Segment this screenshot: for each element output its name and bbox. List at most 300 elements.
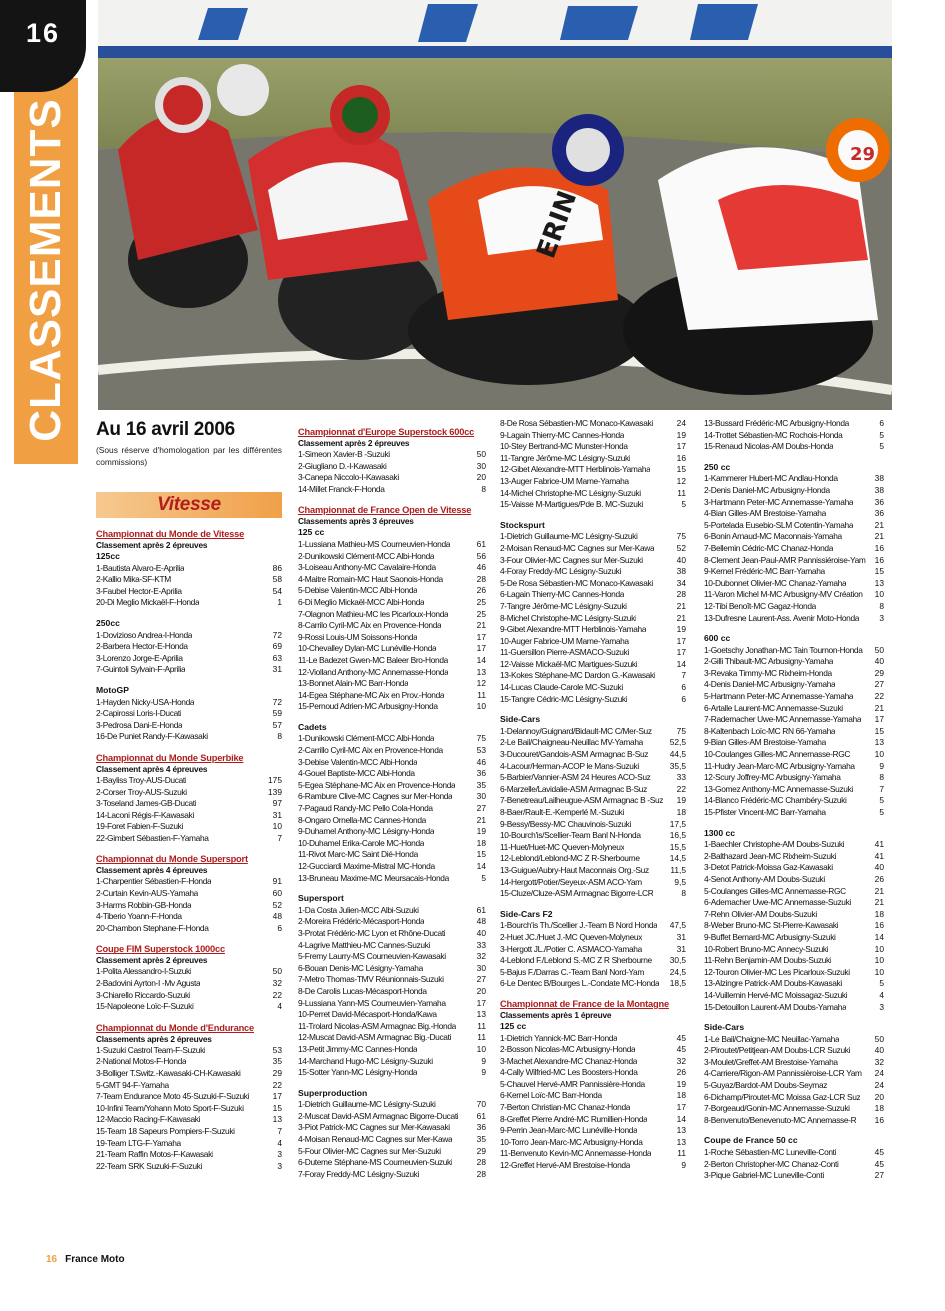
- rider-name: 3-Lorenzo Jorge-E-Aprilia: [96, 652, 183, 663]
- result-row: [704, 737, 884, 749]
- rider-name: 19-Foret Fabien-F-Suzuki: [96, 821, 184, 832]
- rider-name: 9-Lagain Thierry-MC Cannes-Honda: [500, 429, 625, 440]
- rider-name: 3-Ducouret/Gandois-ASM Armagnac B-Suz: [500, 749, 649, 760]
- rider-name: 4-Maitre Romain-MC Haut Saonois-Honda: [298, 573, 443, 584]
- championship-title: Coupe FIM Superstock 1000cc: [96, 944, 225, 955]
- result-row: [704, 932, 884, 944]
- points: 17: [676, 647, 686, 658]
- points: 10: [874, 955, 884, 966]
- result-row: [704, 920, 884, 932]
- points: 9,5: [674, 876, 686, 887]
- championship-title: Championnat du Monde d'Endurance: [96, 1022, 254, 1033]
- points: 11: [477, 1020, 486, 1031]
- points: 35: [476, 1134, 486, 1145]
- points: 17: [476, 631, 486, 642]
- points: 75: [476, 733, 486, 744]
- result-row: [500, 830, 686, 842]
- result-row: [298, 539, 486, 551]
- rider-name: 5-Fremy Laurry-MS Courneuvien-Kawasaki: [298, 951, 446, 962]
- rider-name: 13-Guigue/Aubry-Haut Maconnais Org.-Suz: [500, 864, 649, 875]
- rider-name: 10-Auger Fabrice-UM Marne-Yamaha: [500, 635, 629, 646]
- result-row: [96, 1068, 282, 1080]
- rider-name: 7-Pagaud Randy-MC Pello Cola-Honda: [298, 803, 433, 814]
- rider-name: 1-Simeon Xavier-B -Suzuki: [298, 449, 390, 459]
- result-row: [298, 1067, 486, 1079]
- points: 9: [481, 1067, 486, 1078]
- points: 19: [676, 1078, 686, 1089]
- rider-name: 3-Bolliger T.Switz.-Kawasaki-CH-Kawasaki: [96, 1068, 241, 1078]
- championship-title: Championnat du Monde Superbike: [96, 752, 244, 763]
- rider-name: 11-Benvenuto Kevin-MC Annemasse-Honda: [500, 1148, 652, 1159]
- points: 17: [676, 441, 686, 452]
- result-row: [96, 775, 282, 787]
- points: 27: [476, 803, 486, 814]
- rider-name: 3-Loiseau Anthony-MC Cavalaire-Honda: [298, 562, 436, 573]
- points: 19: [476, 826, 486, 837]
- class-title: 125cc: [96, 551, 120, 561]
- points: 20: [476, 985, 486, 996]
- result-row: [500, 772, 686, 784]
- points: 7: [681, 670, 686, 681]
- points: 29: [476, 1145, 486, 1156]
- rider-name: 1-Bautista Alvaro-E-Aprilia: [96, 562, 185, 573]
- classement-subtitle: Classements après 3 épreuves: [298, 516, 414, 527]
- result-row: [500, 1137, 686, 1149]
- points: 45: [874, 1158, 884, 1169]
- points: 36: [476, 768, 486, 779]
- result-row: [298, 861, 486, 873]
- rider-name: 15-Detouillon Laurent-AM Doubs-Yamaha: [704, 1001, 847, 1012]
- rider-name: 4-Moisan Renaud-MC Cagnes sur Mer-Kawa: [298, 1134, 453, 1145]
- rider-name: 15-Sotter Yann-MC Lésigny-Honda: [298, 1067, 418, 1078]
- points: 26: [476, 585, 486, 596]
- points: 38: [874, 473, 884, 484]
- result-row: [500, 761, 686, 773]
- points: 53: [476, 745, 486, 756]
- points: 28: [476, 1168, 486, 1179]
- result-row: [500, 865, 686, 877]
- points: 3: [879, 612, 884, 623]
- points: 40: [874, 1045, 884, 1056]
- points: 35: [272, 1056, 282, 1067]
- rider-name: 14-Millet Franck-F-Honda: [298, 483, 385, 494]
- points: 29: [874, 667, 884, 678]
- points: 15,5: [669, 841, 686, 852]
- points: 57: [272, 719, 282, 730]
- result-row: [96, 664, 282, 676]
- result-row: [500, 888, 686, 900]
- rider-name: 15-Pfister Vincent-MC Barr-Yamaha: [704, 807, 826, 817]
- race-photo: [98, 0, 892, 410]
- result-row: [298, 757, 486, 769]
- points: 61: [476, 1110, 486, 1121]
- rider-name: 11-Guersillon Pierre-ASMACO-Suzuki: [500, 647, 629, 658]
- points: 14: [476, 861, 486, 871]
- result-row: [298, 1134, 486, 1146]
- rider-name: 5-Barbier/Vannier-ASM 24 Heures ACO-Suz: [500, 772, 651, 783]
- rider-name: 13-Gomez Anthony-MC Annemasse-Suzuki: [704, 783, 853, 794]
- rider-name: 8-Michel Christophe-MC Lésigny-Suzuki: [500, 612, 637, 623]
- result-row: [704, 851, 884, 863]
- results-column-2: [298, 426, 486, 1180]
- points: 69: [272, 641, 282, 652]
- points: 27: [874, 679, 884, 690]
- rider-name: 1-Baechler Christophe-AM Doubs-Suzuki: [704, 839, 845, 850]
- points: 22: [676, 783, 686, 794]
- points: 48: [476, 916, 486, 927]
- rider-name: 16-De Puniet Randy-F-Kawasaki: [96, 731, 208, 742]
- points: 6: [681, 693, 686, 704]
- rider-name: 11-Rehn Benjamin-AM Doubs-Suzuki: [704, 955, 832, 966]
- rider-name: 5-Coulanges Gilles-MC Annemasse-RGC: [704, 885, 846, 896]
- result-row: [500, 589, 686, 601]
- rider-name: 6-Bouan Denis-MC Lésigny-Yamaha: [298, 962, 423, 973]
- result-row: [500, 476, 686, 488]
- result-row: [298, 585, 486, 597]
- rider-name: 1-Da Costa Julien-MCC Albi-Suzuki: [298, 904, 419, 915]
- result-row: [96, 810, 282, 822]
- rider-name: 9-Bessy/Bessy-MC Chauvinois-Suzuki: [500, 818, 631, 829]
- rider-name: 12-Maccio Racing-F-Kawasaki: [96, 1114, 201, 1125]
- result-row: [704, 784, 884, 796]
- result-row: [96, 821, 282, 833]
- rider-name: 4-Bian Gilles-AM Brestoise-Yamaha: [704, 508, 826, 519]
- points: 16: [676, 452, 686, 463]
- result-row: [500, 1044, 686, 1056]
- result-row: [96, 1126, 282, 1138]
- points: 11,5: [670, 864, 686, 875]
- points: 8: [681, 888, 686, 899]
- points: 75: [676, 725, 686, 736]
- class-title: 1300 cc: [704, 827, 736, 838]
- points: 28: [476, 1157, 486, 1168]
- points: 10: [476, 1043, 486, 1054]
- championship-title: Championnat de France Open de Vitesse: [298, 505, 472, 516]
- rider-name: 1-Dietrich Guillaume-MC Lésigny-Suzuki: [500, 531, 638, 542]
- points: 54: [272, 585, 282, 596]
- rider-name: 3-Revaka Timmy-MC Rixheim-Honda: [704, 667, 832, 678]
- points: 52,5: [669, 737, 686, 748]
- rider-name: 1-Dovizioso Andrea-I-Honda: [96, 629, 193, 640]
- classement-subtitle: Classement après 4 épreuves: [96, 865, 208, 876]
- result-row: [704, 1115, 884, 1127]
- result-row: [298, 667, 486, 679]
- class-title: 250cc: [96, 617, 120, 628]
- points: 17: [874, 714, 884, 725]
- rider-name: 1-Dietrich Guillaume-MC Lésigny-Suzuki: [298, 1099, 436, 1110]
- class-title: Stockspurt: [500, 519, 545, 530]
- result-row: [96, 888, 282, 900]
- result-row: [298, 655, 486, 667]
- rider-name: 13-Auger Fabrice-UM Marne-Yamaha: [500, 475, 629, 486]
- result-row: [298, 461, 486, 473]
- classement-subtitle: Classement après 4 épreuves: [96, 763, 208, 774]
- magazine-name: France Moto: [65, 1254, 125, 1265]
- points: 7: [277, 832, 282, 843]
- col4-results: [704, 462, 884, 1182]
- result-row: [298, 916, 486, 928]
- result-row: [500, 955, 686, 967]
- result-row: [96, 1103, 282, 1115]
- result-row: [500, 795, 686, 807]
- rider-name: 10-Chevalley Dylan-MC Lunéville-Honda: [298, 643, 437, 654]
- points: 24,5: [669, 966, 686, 977]
- result-row: [704, 909, 884, 921]
- result-row: [704, 772, 884, 784]
- result-row: [298, 1111, 486, 1123]
- rider-name: 14-Hergott/Potier/Seyeux-ASM ACO-Yam: [500, 876, 642, 887]
- points: 47,5: [669, 920, 686, 931]
- points: 35: [476, 779, 486, 790]
- rider-name: 9-Kernel Frédéric-MC Barr-Yamaha: [704, 566, 825, 577]
- points: 5: [879, 429, 884, 440]
- result-row: [298, 873, 486, 885]
- rider-name: 3-Pique Gabriel-MC Luneville-Conti: [704, 1170, 824, 1181]
- result-row: [704, 613, 884, 625]
- rider-name: 5-De Rosa Sébastien-MC Monaco-Kawasaki: [500, 577, 653, 588]
- rider-name: 8-Ongaro Ornella-MC Cannes-Honda: [298, 814, 426, 825]
- points: 30: [476, 460, 486, 471]
- result-row: [298, 701, 486, 713]
- result-row: [704, 645, 884, 657]
- result-row: [704, 1057, 884, 1069]
- bike-number: 29: [850, 144, 876, 165]
- results-column-3: [500, 418, 686, 1172]
- points: 4: [879, 989, 884, 1000]
- result-row: [500, 659, 686, 671]
- points: 41: [874, 850, 884, 861]
- rider-name: 4-Gouel Baptiste-MCC Albi-Honda: [298, 768, 415, 779]
- points: 46: [476, 756, 486, 767]
- championship-title: Championnat d'Europe Superstock 600cc: [298, 427, 475, 437]
- rider-name: 2-Gilli Thibault-MC Arbusigny-Yamaha: [704, 656, 834, 667]
- points: 41: [874, 839, 884, 850]
- rider-name: 3-Faubel Hector-E-Aprilia: [96, 585, 182, 596]
- result-row: [500, 1160, 686, 1172]
- result-row: [704, 531, 884, 543]
- points: 25: [476, 608, 486, 619]
- result-row: [704, 874, 884, 886]
- rider-name: 8-Clement Jean-Paul-AMR Pannissiéroise-Yam: [704, 554, 866, 565]
- classement-subtitle: Classements après 1 épreuve: [500, 1009, 612, 1020]
- rider-name: 12-Gucciardi Maxime-Mistral MC-Honda: [298, 861, 435, 871]
- result-row: [704, 967, 884, 979]
- rider-name: 6-Ademacher Uwe-MC Annemasse-Suzuki: [704, 897, 851, 908]
- rider-name: 13-Bonnet Alain-MC Barr-Honda: [298, 678, 409, 689]
- points: 18,5: [669, 978, 686, 989]
- section-sidebar: [0, 0, 86, 1311]
- rider-name: 9-Lussiana Yann-MS Courneuvien-Yamaha: [298, 997, 446, 1008]
- rider-name: 4-Leblond F./Leblond S.-MC Z R Sherbourne: [500, 955, 652, 966]
- rider-name: 3-Toseland James-GB-Ducati: [96, 798, 197, 809]
- result-row: [500, 967, 686, 979]
- result-row: [298, 1021, 486, 1033]
- rider-name: 8-Carrilo Cyril-MC Aix en Provence-Honda: [298, 620, 442, 631]
- points: 1: [277, 597, 282, 608]
- result-row: [298, 678, 486, 690]
- result-row: [96, 586, 282, 598]
- result-row: [96, 833, 282, 845]
- result-row: [500, 1090, 686, 1102]
- points: 11: [477, 1032, 486, 1043]
- result-row: [704, 1159, 884, 1171]
- result-row: [704, 862, 884, 874]
- rider-name: 22-Team SRK Suzuki-F-Suzuki: [96, 1160, 202, 1171]
- result-row: [96, 1149, 282, 1161]
- points: 30: [476, 791, 486, 802]
- result-row: [500, 749, 686, 761]
- result-row: [96, 720, 282, 732]
- result-row: [500, 853, 686, 865]
- rider-name: 3-Chiarello Riccardo-Suzuki: [96, 989, 191, 1000]
- rider-name: 2-Dunikowski Clément-MCC Albi-Honda: [298, 550, 435, 561]
- rider-name: 1-Goetschy Jonathan-MC Tain Tournon-Honda: [704, 644, 863, 655]
- rider-name: 1-Kammerer Hubert-MC Andlau-Honda: [704, 473, 838, 484]
- rider-name: 12-Muscat David-ASM Armagnac Big.-Ducati: [298, 1032, 452, 1043]
- championship-title: Championnat de France de la Montagne: [500, 998, 669, 1009]
- rider-name: 15-Vaisse M-Martigues/Pde B. MC-Suzuki: [500, 499, 643, 510]
- points: 17: [676, 1102, 686, 1113]
- rider-name: 9-Buffet Bernard-MC Arbusigny-Suzuki: [704, 931, 836, 942]
- rider-name: 4-Foray Freddy-MC Lésigny-Suzuki: [500, 566, 621, 577]
- rider-name: 8-Greffet Pierre André-MC Rumillien-Honda: [500, 1113, 648, 1124]
- points: 3: [277, 1160, 282, 1171]
- points: 21: [476, 620, 486, 631]
- result-row: [704, 1068, 884, 1080]
- points: 13: [476, 1009, 486, 1020]
- points: 7: [277, 1125, 282, 1136]
- rider-name: 15-Napoleone Loïc-F-Suzuki: [96, 1001, 194, 1012]
- result-row: [96, 911, 282, 923]
- points: 52: [676, 542, 686, 553]
- points: 40: [874, 656, 884, 667]
- points: 11: [677, 1148, 686, 1159]
- rider-name: 5-Chauvel Hervé-AMR Pannissière-Honda: [500, 1078, 645, 1089]
- result-row: [500, 636, 686, 648]
- rider-name: 7-Benetreau/Lailheugue-ASM Armagnac B -Suz: [500, 795, 664, 806]
- result-row: [96, 574, 282, 586]
- col2-results: [298, 426, 486, 1180]
- points: 139: [268, 786, 282, 797]
- points: 31: [272, 664, 282, 675]
- result-row: [704, 473, 884, 485]
- class-title: Side-Cars: [704, 1022, 745, 1033]
- result-row: [298, 1122, 486, 1134]
- points: 6: [277, 922, 282, 933]
- result-row: [704, 1080, 884, 1092]
- result-row: [298, 472, 486, 484]
- points: 10: [874, 943, 884, 954]
- rider-name: 2-Huet JC./Huet J.-MC Queven-Molyneux: [500, 931, 643, 942]
- rider-name: 2-Curtain Kevin-AUS-Yamaha: [96, 888, 198, 899]
- rider-name: 7-Foray Freddy-MC Lésigny-Suzuki: [298, 1168, 419, 1179]
- rider-name: 5-Debise Valentin-MCC Albi-Honda: [298, 585, 418, 596]
- points: 32: [272, 978, 282, 989]
- rider-name: 1-Lussiana Mathieu-MS Courneuvien-Honda: [298, 538, 451, 549]
- points: 72: [272, 696, 282, 707]
- result-row: [298, 1099, 486, 1111]
- points: 10: [476, 701, 486, 712]
- rider-name: 15-Cluze/Cluze-ASM Armagnac Bigorre-LCR: [500, 888, 654, 899]
- class-title: 125 cc: [298, 527, 325, 538]
- result-row: [298, 803, 486, 815]
- rider-name: 10-Stey Bertrand-MC Munster-Honda: [500, 441, 628, 452]
- rider-name: 11-Le Badezet Gwen-MC Baleer Bro-Honda: [298, 654, 448, 665]
- rider-name: 22-Gimbert Sébastien-F-Yamaha: [96, 832, 209, 843]
- rider-name: 15-Renaud Nicolas-AM Doubs-Honda: [704, 441, 834, 452]
- championship-title: Championnat du Monde Supersport: [96, 854, 248, 865]
- points: 48: [272, 911, 282, 922]
- classement-subtitle: Classement après 2 épreuves: [298, 438, 410, 448]
- result-row: [298, 940, 486, 952]
- points: 22: [874, 691, 884, 702]
- result-row: [500, 1114, 686, 1126]
- result-row: [500, 694, 686, 706]
- points: 32: [874, 1056, 884, 1067]
- result-row: [298, 449, 486, 461]
- points: 97: [272, 798, 282, 809]
- rider-name: 1-Roche Sébastien-MC Luneville-Conti: [704, 1147, 837, 1158]
- points: 26: [874, 873, 884, 884]
- points: 28: [676, 589, 686, 600]
- points: 40: [676, 554, 686, 565]
- result-row: [500, 1148, 686, 1160]
- rider-name: 14-Vuillemin Hervé-MC Moissagaz-Suzuki: [704, 989, 848, 1000]
- rider-name: 8-Benvenuto/Benevenuto-MC Annemasse-R: [704, 1114, 857, 1125]
- points: 45: [676, 1044, 686, 1055]
- rider-name: 3-Protat Frédéric-MC Lyon et Rhône-Ducati: [298, 927, 446, 938]
- rider-name: 13-Kokes Stéphane-MC Dardon G.-Kawasaki: [500, 670, 656, 681]
- rider-name: 4-Senot Anthony-AM Doubs-Suzuki: [704, 873, 825, 884]
- rider-name: 12-Leblond/Leblond-MC Z R-Sherbourne: [500, 853, 640, 864]
- result-row: [96, 787, 282, 799]
- rider-name: 10-Perret David-Mécasport-Honda/Kawa: [298, 1009, 437, 1020]
- result-row: [704, 714, 884, 726]
- points: 17: [476, 643, 486, 654]
- rider-name: 1-Le Bail/Chaigne-MC Neuillac-Yamaha: [704, 1033, 840, 1044]
- points: 16: [874, 1114, 884, 1125]
- result-row: [704, 990, 884, 1002]
- points: 19: [676, 624, 686, 635]
- rider-name: 11-Tangre Jérôme-MC Lésigny-Suzuki: [500, 452, 631, 463]
- points: 18: [676, 1090, 686, 1101]
- points: 45: [676, 1032, 686, 1043]
- points: 10: [874, 966, 884, 977]
- points: 15: [272, 1102, 282, 1113]
- points: 40: [874, 862, 884, 873]
- points: 22: [272, 1079, 282, 1090]
- rider-name: 2-Muscat David-ASM Armagnac Bigorre-Ducati: [298, 1110, 459, 1121]
- result-row: [704, 485, 884, 497]
- result-row: [96, 876, 282, 888]
- rider-name: 7-Berton Christian-MC Chanaz-Honda: [500, 1102, 631, 1113]
- points: 61: [476, 538, 486, 549]
- result-row: [500, 566, 686, 578]
- result-row: [96, 1161, 282, 1173]
- result-row: [298, 574, 486, 586]
- points: 9: [879, 760, 884, 771]
- rider-name: 6-Kernel Loïc-MC Barr-Honda: [500, 1090, 602, 1101]
- results-column-1: [96, 418, 282, 1172]
- rider-name: 5-GMT 94-F-Yamaha: [96, 1079, 169, 1090]
- rider-name: 11-Huet/Huet-MC Queven-Molyneux: [500, 841, 625, 852]
- rider-name: 11-Varon Michel M-MC Arbusigny-MV Création: [704, 589, 863, 600]
- result-row: [704, 1002, 884, 1014]
- rider-name: 2-Le Bail/Chaigneau-Neuillac MV-Yamaha: [500, 737, 643, 748]
- col1-results: [96, 528, 282, 1172]
- result-row: [298, 1009, 486, 1021]
- result-row: [298, 1044, 486, 1056]
